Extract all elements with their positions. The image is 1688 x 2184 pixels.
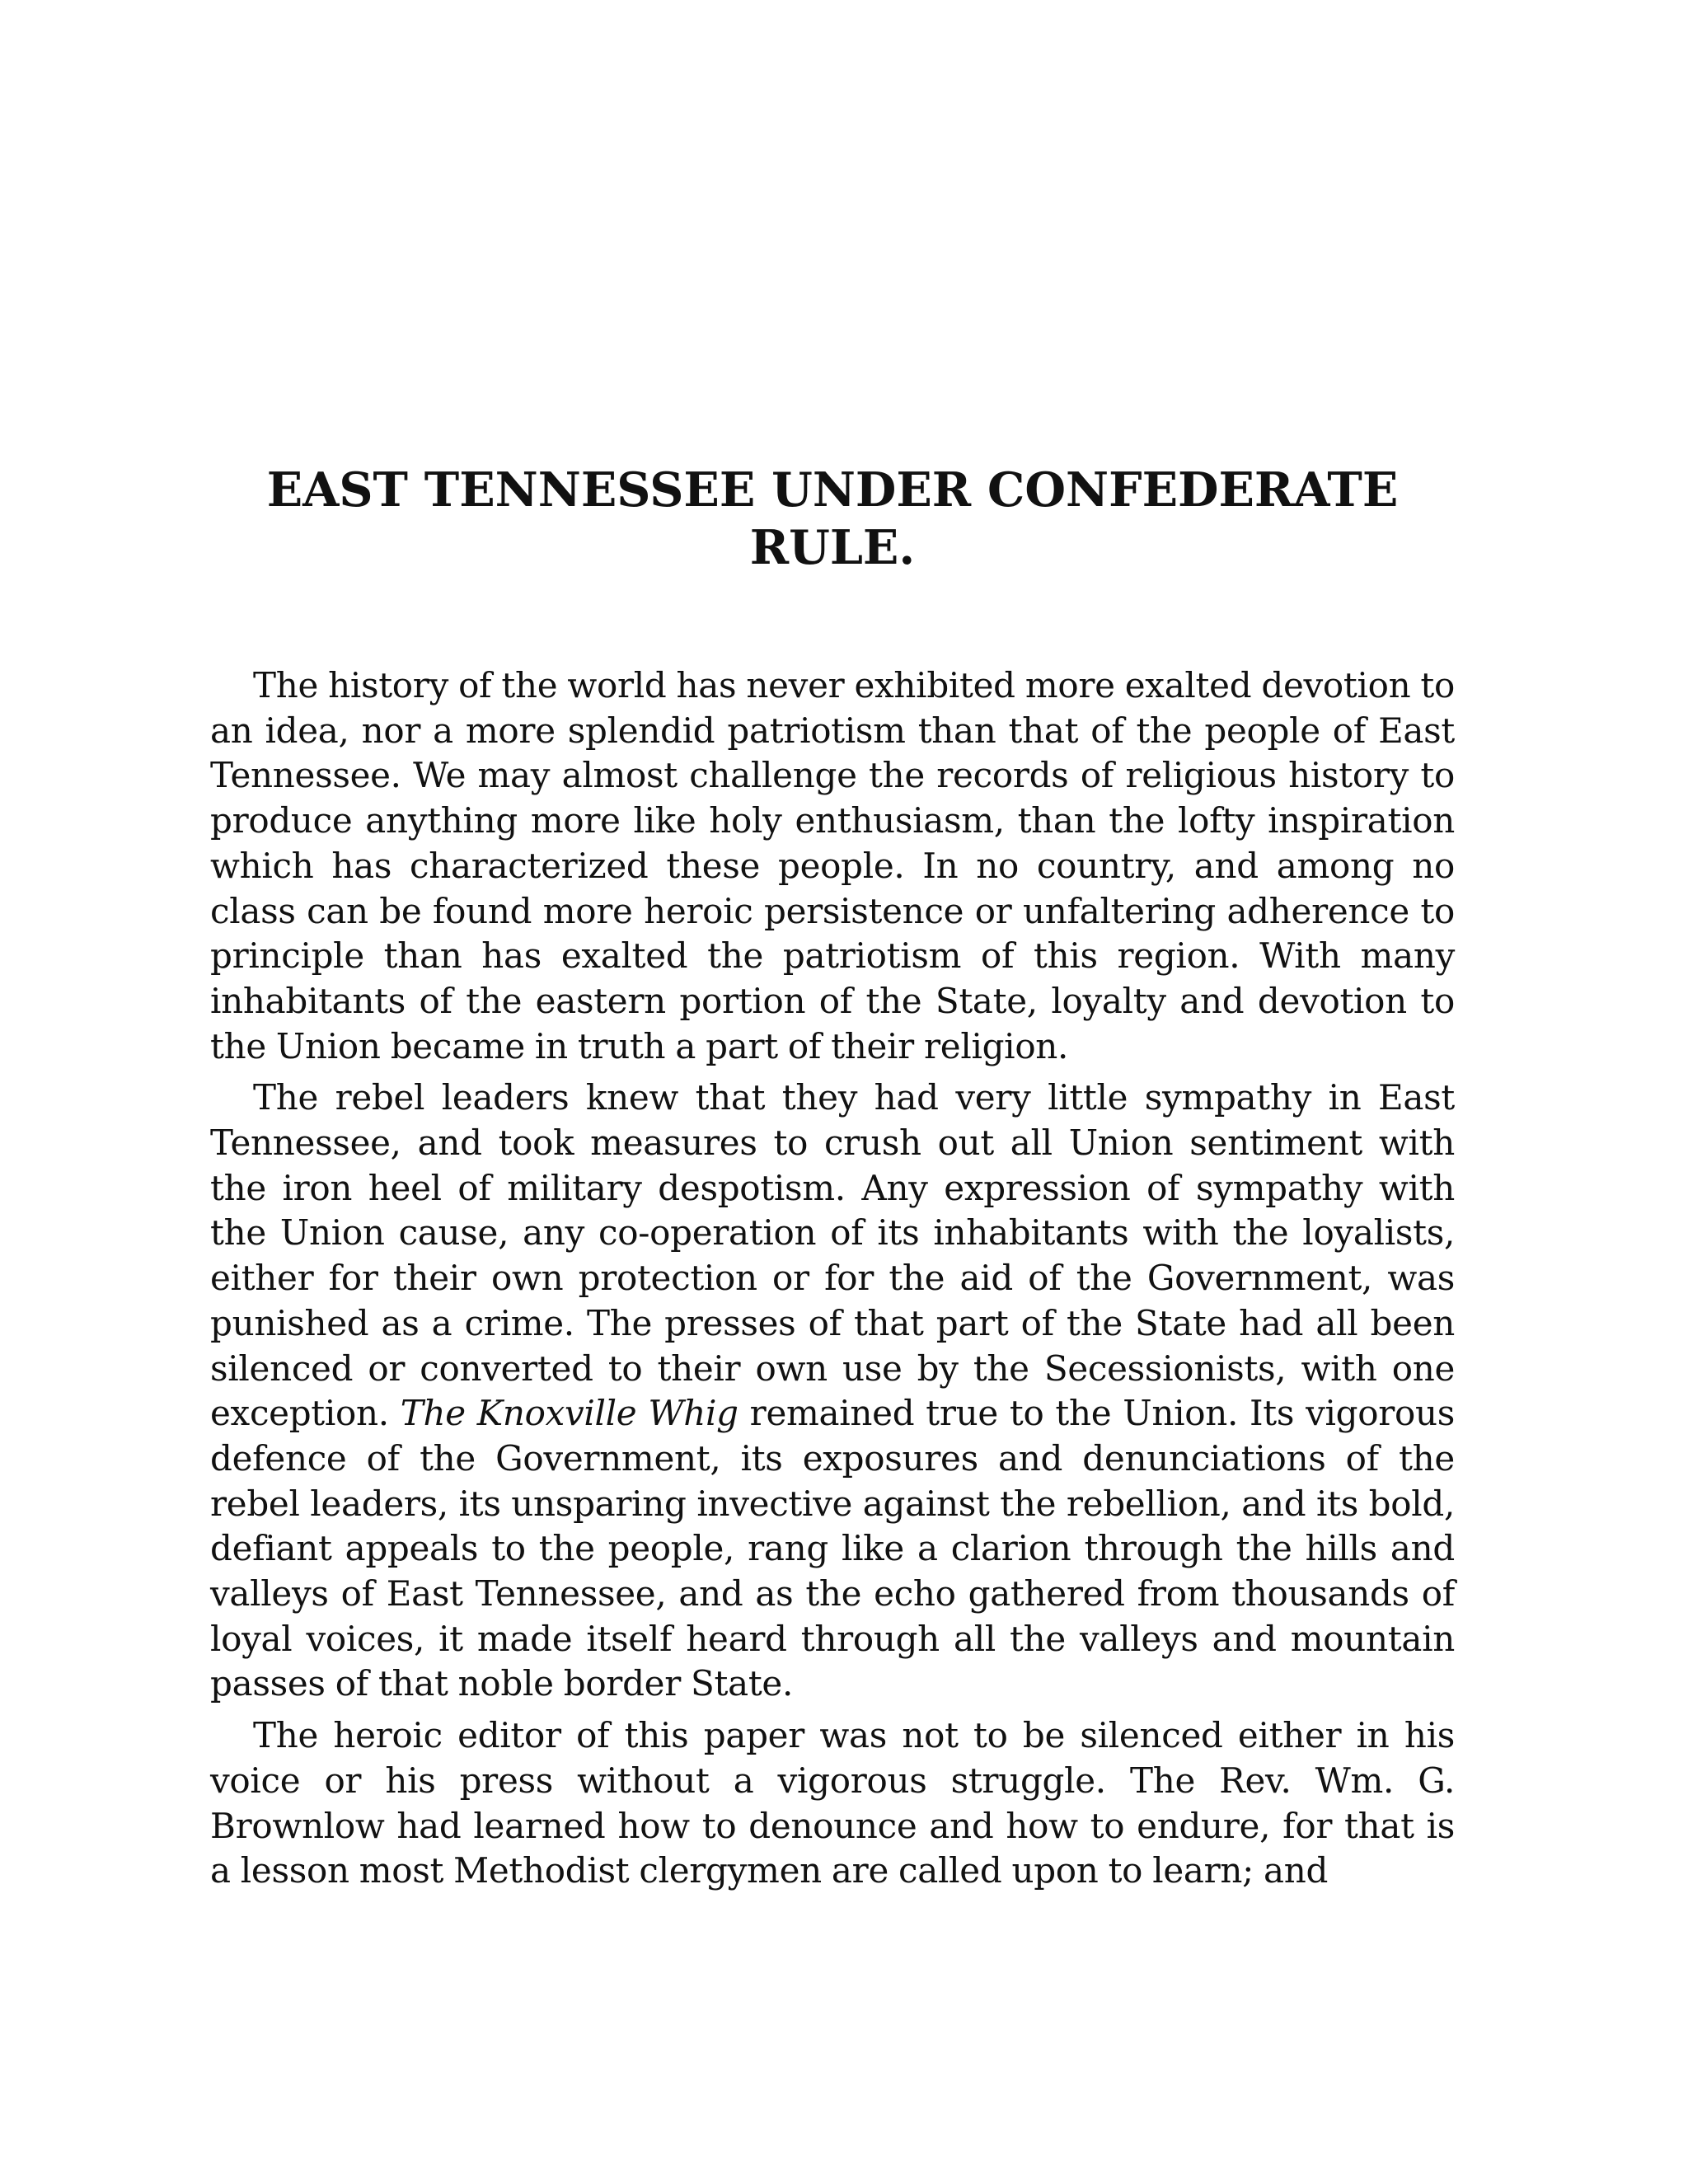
paragraph-2-text-before: The rebel leaders knew that they had very little sympathy in East Tennessee, and took measures to crush out all Union sentiment with the iron heel of military despotism. Any expression of sympathy with the Union cause, any co-operation of its inhabitants with the loyalists, either for their own protection or for the aid of the Government, was punished as a crime. The presses of that part of the State had all been silenced or converted to their own use by the Secessionists, with one exception. xyxy=(210,1077,1455,1434)
paragraph-2-text-after: remained true to the Union. Its vigorous defence of the Government, its exposures and denunciations of the rebel leaders, its unsparing invective against the rebellion, and its bold, defiant appeals to the people, rang like a clarion through the hills and valleys of East Tennessee, and as the echo gathered from thousands of loyal voices, it made itself heard through all the valleys and mountain passes of that noble border State. xyxy=(210,1393,1456,1704)
body-text xyxy=(210,663,1455,1900)
paragraph-3: The heroic editor of this paper was not to be silenced either in his voice or his press without a vigorous struggle. The Rev. Wm. G. Brownlow had learned how to denounce and how to endure, for that is a lesson most Methodist clergymen are called upon to learn; and xyxy=(210,1715,1455,1891)
paragraph-1: The history of the world has never exhibited more exalted devotion to an idea, nor a more splendid patriotism than that of the people of East Tennessee. We may almost challenge the records of religious history to produce anything more like holy enthusiasm, than the lofty inspiration which has characterized these people. In no country, and among no class can be found more heroic persistence or unfaltering adherence to principle than has exalted the patriotism of this region. With many inhabitants of the eastern portion of the State, loyalty and devotion to the Union became in truth a part of their religion. xyxy=(210,665,1455,1066)
chapter-title-line-1: EAST TENNESSEE UNDER CONFEDERATE xyxy=(266,462,1399,518)
newspaper-title: The Knoxville Whig xyxy=(400,1393,738,1434)
paragraph-2 xyxy=(210,1076,1455,1707)
chapter-title xyxy=(210,462,1455,577)
chapter-title-line-2: RULE. xyxy=(749,520,916,575)
